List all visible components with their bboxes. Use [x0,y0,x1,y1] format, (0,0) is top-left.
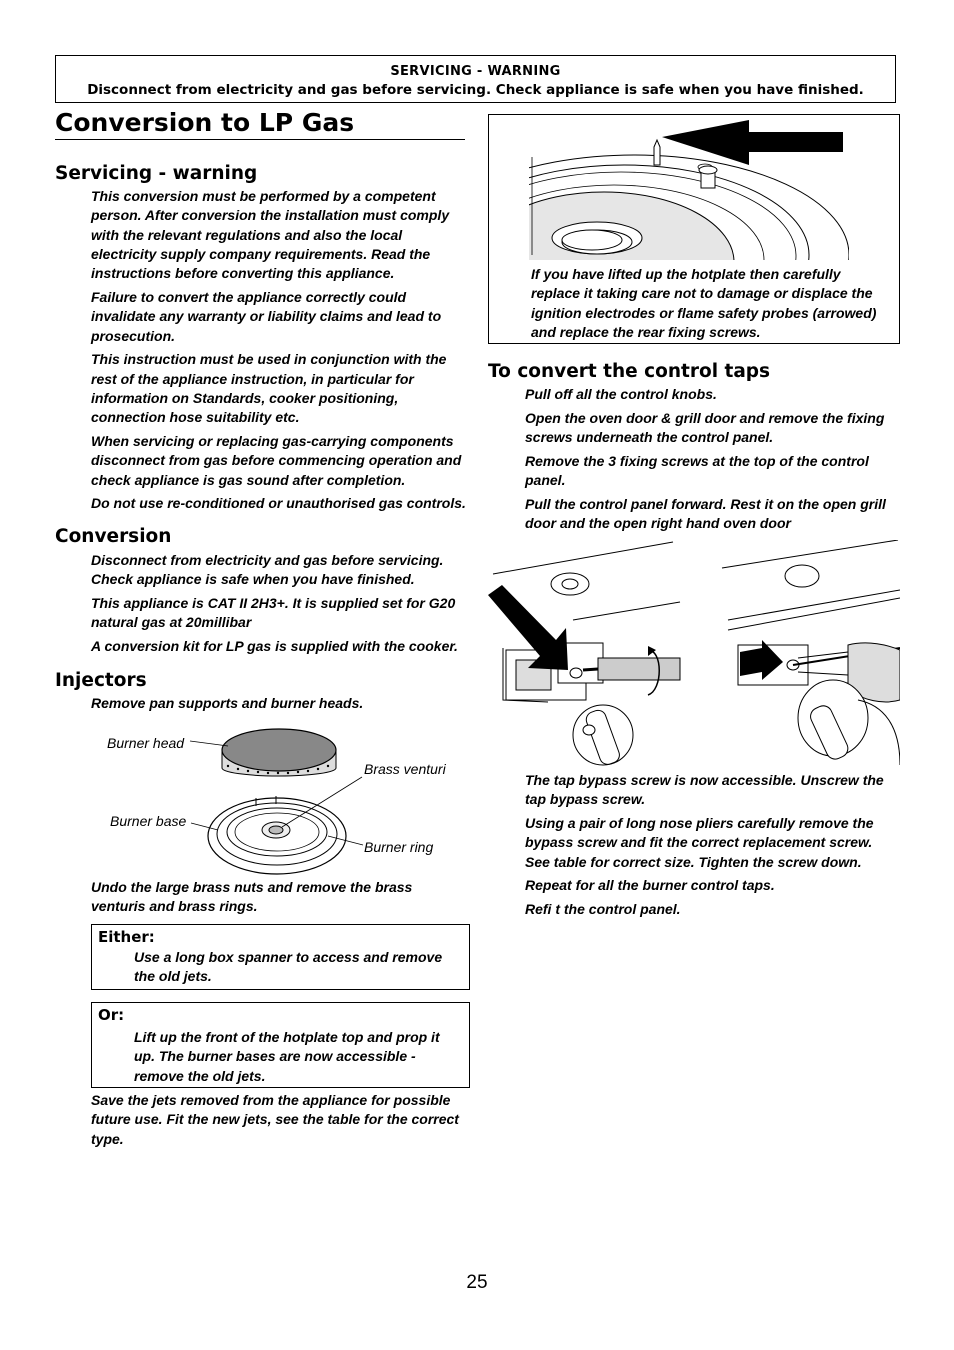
conversion-text [91,551,467,661]
control-taps-steps [525,385,895,538]
injectors-after-figure: Undo the large brass nuts and remove the brass venturis and brass rings. [91,879,413,915]
paragraph: Pull the control panel forward. Rest it on the open grill door and the open right hand oven door [525,495,886,532]
screwdriver-illustration [488,542,680,767]
paragraph: A conversion kit for LP gas is supplied with the cooker. [91,638,458,655]
hotplate-caption: If you have lifted up the hotplate then carefully replace it taking care not to damage or displace the ignition electrodes or flame safety probes (arrowed) and replace the rear fixing screws. [531,266,877,340]
or-text: Lift up the front of the hotplate top and prop it up. The burner bases are now accessible - remove the old jets. [134,1029,440,1084]
banner-text: Disconnect from electricity and gas before servicing. Check appliance is safe when you have finished. [87,82,864,98]
burner-base-label: Burner base [110,813,187,829]
paragraph: Do not use re-conditioned or unauthorised gas controls. [91,495,466,512]
conversion-heading: Conversion [55,526,172,547]
paragraph: Using a pair of long nose pliers carefully remove the bypass screw and fit the correct replacement screw. See table for correct size. Tighten the screw down. [525,815,874,870]
hotplate-figure-box [488,114,900,344]
paragraph: Failure to convert the appliance correctly could invalidate any warranty or liability claims and lead to prosecution. [91,288,442,344]
servicing-warning-heading: Servicing - warning [55,163,258,184]
paragraph: Open the oven door & grill door and remove the fixing screws underneath the control panel. [525,409,885,446]
servicing-warning-banner [55,55,896,103]
servicing-warning-text [91,187,467,518]
injectors-intro: Remove pan supports and burner heads. [91,695,364,711]
paragraph: The tap bypass screw is now accessible. Unscrew the tap bypass screw. [525,772,884,808]
paragraph: Remove the 3 fixing screws at the top of the control panel. [525,452,869,489]
page-title: Conversion to LP Gas [55,108,465,140]
brass-venturi-label: Brass venturi [364,761,446,777]
either-label: Either: [98,928,155,946]
paragraph: Pull off all the control knobs. [525,386,717,402]
banner-title: SERVICING - WARNING [390,64,561,79]
control-tap-illustrations [488,540,900,768]
injectors-heading: Injectors [55,670,147,691]
pliers-illustration [722,540,900,765]
paragraph: Refi t the control panel. [525,901,681,918]
paragraph: This instruction must be used in conjunction with the rest of the appliance instruction, in particular for information on Standards, cooker positioning, connection hose suitability etc. [91,351,447,426]
or-label: Or: [98,1006,125,1024]
burner-head-label: Burner head [107,735,185,751]
paragraph: Repeat for all the burner control taps. [525,877,775,894]
control-taps-bypass [525,771,895,924]
paragraph: Disconnect from electricity and gas before servicing. Check appliance is safe when you have finished. [91,552,444,588]
injectors-closing: Save the jets removed from the appliance for possible future use. Fit the new jets, see the table for the correct type. [91,1092,459,1147]
paragraph: This conversion must be performed by a competent person. After conversion the installation must comply with the relevant regulations and also the local electricity supply company requirements. Read the instructions before converting this appliance. [91,188,450,282]
or-box [91,1002,470,1088]
paragraph: When servicing or replacing gas-carrying components disconnect from gas before commencing operation and check appliance is gas sound after completion. [91,433,462,488]
hotplate-illustration [529,120,849,260]
either-box [91,924,470,990]
either-text: Use a long box spanner to access and remove the old jets. [134,949,443,985]
control-taps-heading: To convert the control taps [488,361,771,382]
burner-ring-label: Burner ring [364,839,434,855]
page-number: 25 [466,1272,488,1293]
paragraph: This appliance is CAT II 2H3+. It is supplied set for G20 natural gas at 20millibar [91,595,456,631]
